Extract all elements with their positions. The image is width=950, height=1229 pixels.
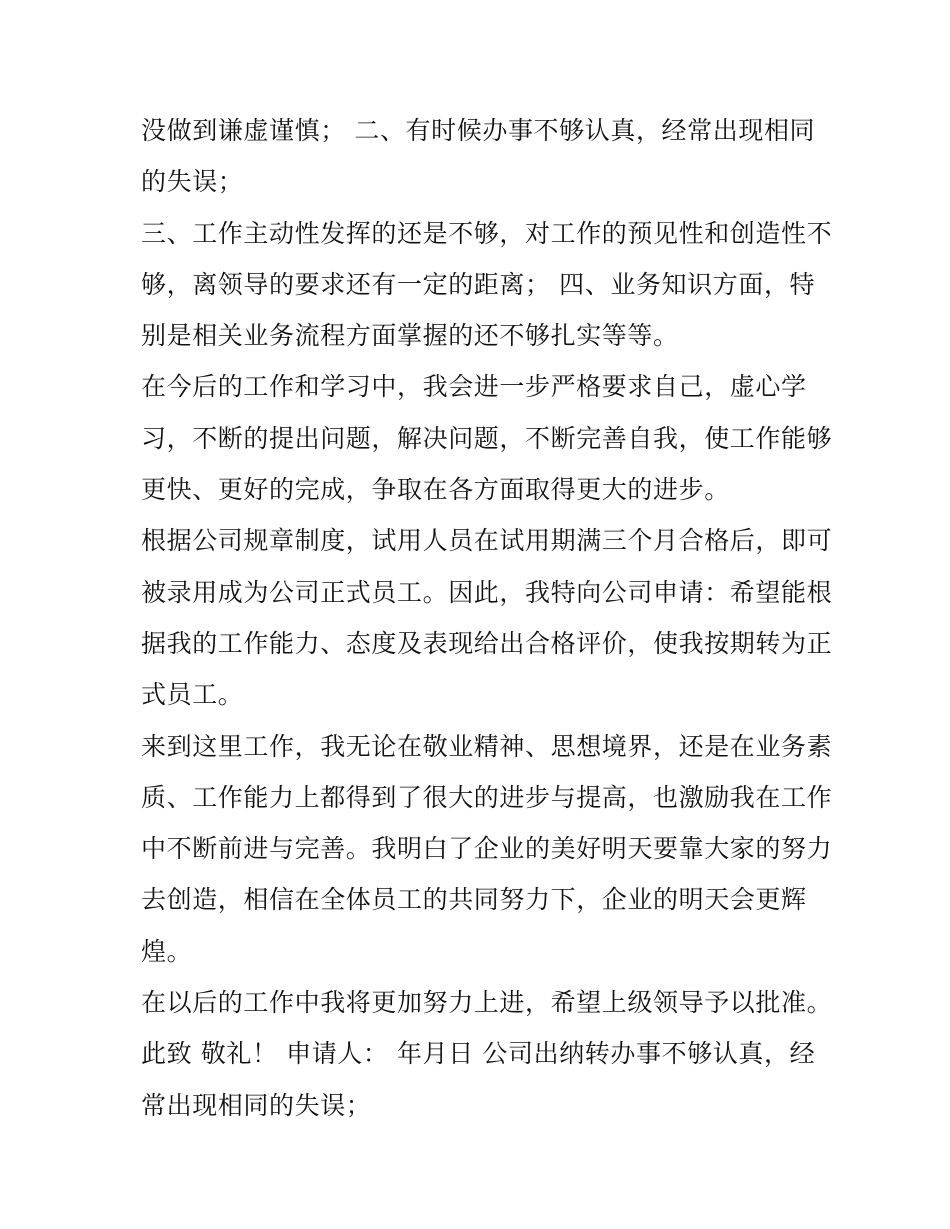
- text-line: 三、工作主动性发挥的还是不够，对工作的预见性和创造性不: [141, 218, 833, 248]
- text-line: 中不断前进与完善。我明白了企业的美好明天要靠大家的努力: [141, 834, 833, 864]
- text-line: 的失误；: [141, 167, 244, 197]
- text-line: 别是相关业务流程方面掌握的还不够扎实等等。: [141, 321, 679, 351]
- text-line: 更快、更好的完成，争取在各方面取得更大的进步。: [141, 475, 730, 505]
- text-line: 煌。: [141, 936, 193, 966]
- text-line: 去创造，相信在全体员工的共同努力下，企业的明天会更辉: [141, 885, 807, 915]
- text-line: 此致 敬礼！ 申请人： 年月日 公司出纳转办事不够认真，经: [141, 1039, 816, 1069]
- text-line: 被录用成为公司正式员工。因此，我特向公司申请：希望能根: [141, 577, 833, 607]
- text-line: 根据公司规章制度，试用人员在试用期满三个月合格后，即可: [141, 526, 833, 556]
- text-line: 据我的工作能力、态度及表现给出合格评价，使我按期转为正: [141, 628, 833, 658]
- document-body: [141, 105, 833, 1131]
- text-line: 够，离领导的要求还有一定的距离； 四、业务知识方面，特: [141, 269, 816, 299]
- text-line: 在以后的工作中我将更加努力上进，希望上级领导予以批准。: [141, 988, 833, 1018]
- text-line: 习，不断的提出问题，解决问题，不断完善自我，使工作能够: [141, 423, 833, 453]
- text-line: 没做到谦虚谨慎； 二、有时候办事不够认真，经常出现相同: [141, 116, 816, 145]
- text-line: 在今后的工作和学习中，我会进一步严格要求自己，虚心学: [141, 372, 807, 402]
- text-line: 式员工。: [141, 680, 244, 710]
- text-line: 质、工作能力上都得到了很大的进步与提高，也激励我在工作: [141, 782, 833, 812]
- text-line: 来到这里工作，我无论在敬业精神、思想境界，还是在业务素: [141, 731, 833, 761]
- text-line: 常出现相同的失误；: [141, 1090, 372, 1120]
